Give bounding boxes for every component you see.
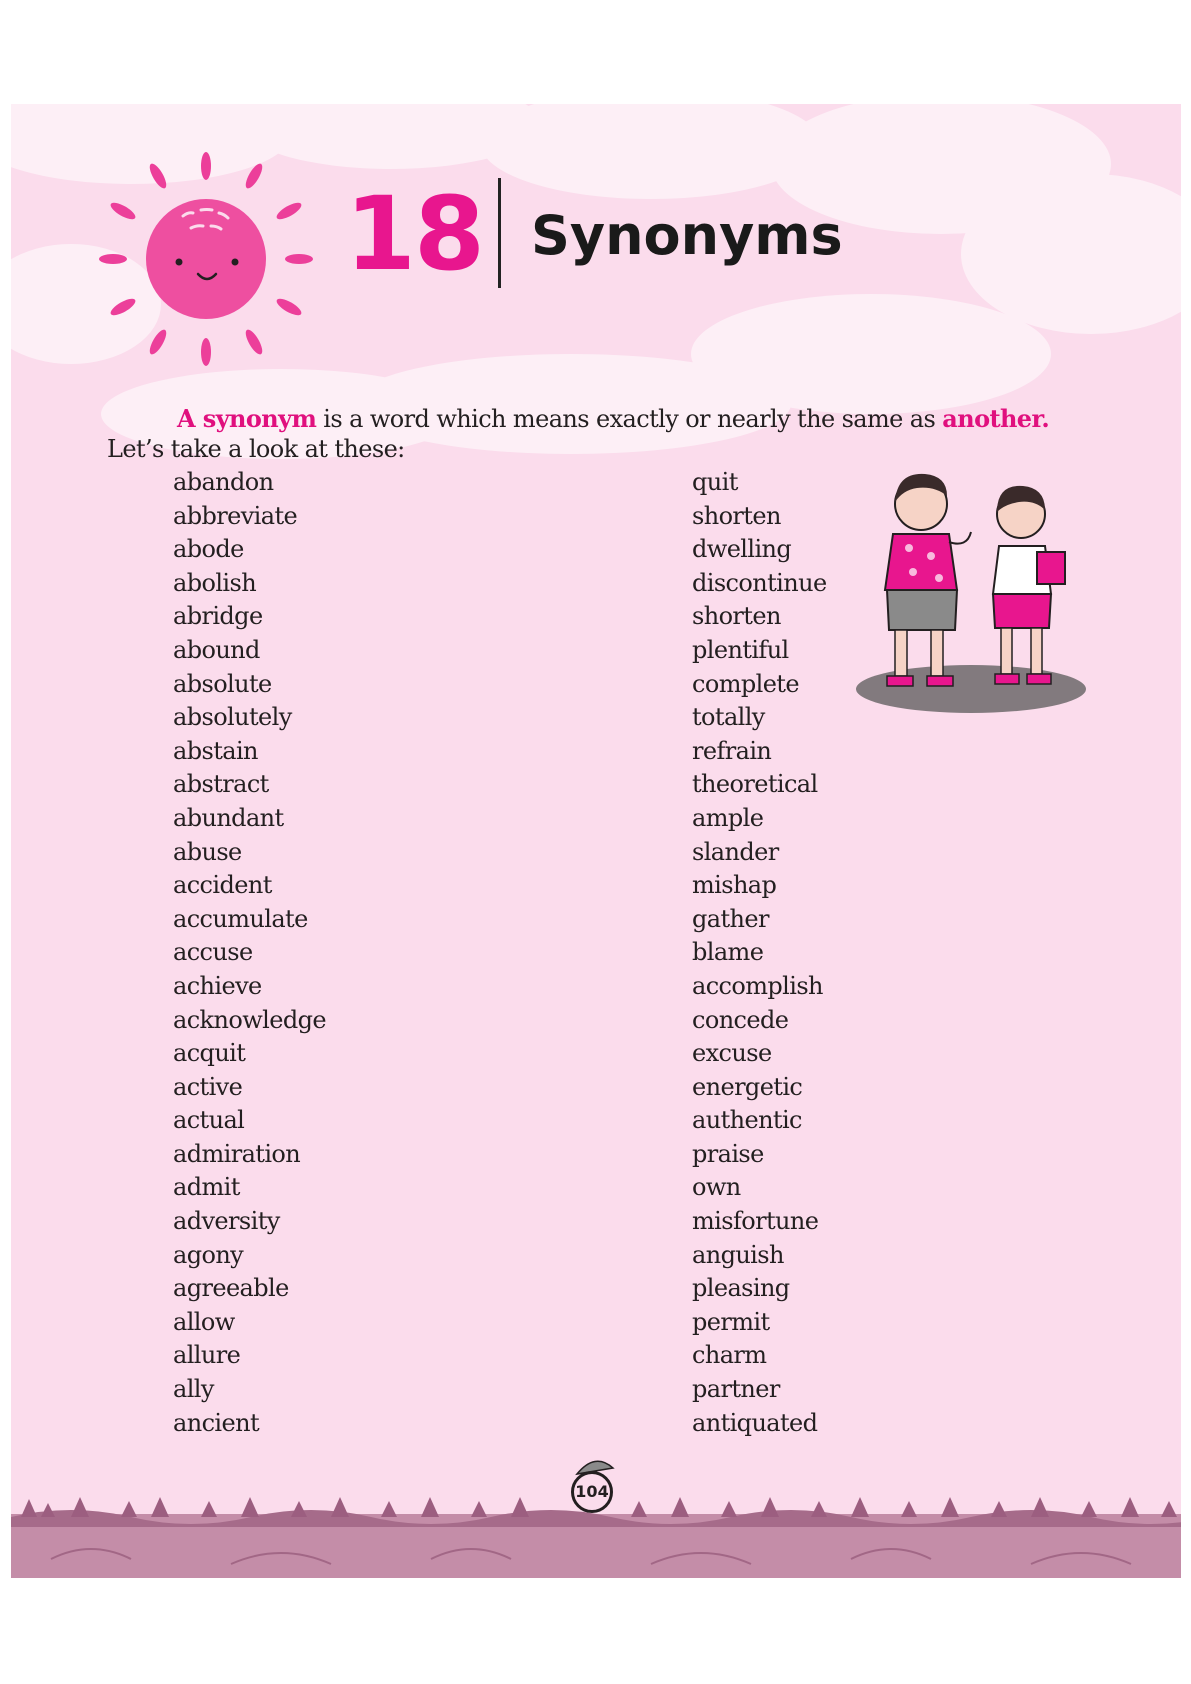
synonym-item: concede (692, 1005, 789, 1034)
synonym-item: anguish (692, 1240, 784, 1269)
intro-highlight-synonym: A synonym (177, 404, 317, 433)
word-item: agreeable (173, 1274, 289, 1303)
word-item: adversity (173, 1207, 280, 1236)
word-item: abstain (173, 736, 258, 765)
title-divider (498, 178, 501, 288)
chapter-title: Synonyms (531, 204, 843, 267)
synonym-item: excuse (692, 1039, 772, 1068)
word-item: accuse (173, 938, 253, 967)
word-item: abolish (173, 568, 257, 597)
page-number: 104 (575, 1482, 609, 1501)
synonym-item: slander (692, 837, 779, 866)
synonym-item: complete (692, 669, 799, 698)
word-item: abound (173, 635, 260, 664)
word-item: abandon (173, 468, 274, 496)
smiling-sun-icon (91, 144, 321, 374)
word-item: admit (173, 1173, 240, 1202)
synonym-item: energetic (692, 1072, 803, 1101)
word-item: active (173, 1072, 243, 1101)
word-item: acknowledge (173, 1005, 326, 1034)
intro-text-end: Let’s take a look at these: (107, 435, 405, 463)
chapter-number: 18 (345, 175, 483, 294)
synonym-item: own (692, 1173, 741, 1202)
word-item: allure (173, 1341, 241, 1370)
word-item: agony (173, 1240, 244, 1269)
synonym-item: gather (692, 904, 769, 933)
word-item: allow (173, 1307, 235, 1336)
two-boys-illustration (851, 464, 1091, 724)
word-item: absolute (173, 669, 272, 698)
word-item: abuse (173, 837, 242, 866)
synonym-item: partner (692, 1375, 780, 1404)
synonym-item: plentiful (692, 635, 789, 664)
synonym-item: theoretical (692, 770, 818, 799)
synonym-item: shorten (692, 501, 781, 530)
word-item: ally (173, 1375, 214, 1404)
synonym-item: refrain (692, 736, 772, 765)
synonym-item: charm (692, 1341, 767, 1370)
synonym-item: shorten (692, 602, 781, 631)
word-item: abridge (173, 602, 263, 631)
synonym-item: totally (692, 703, 765, 732)
word-item: accident (173, 871, 272, 900)
word-item: abstract (173, 770, 269, 799)
word-item: achieve (173, 971, 262, 1000)
synonym-item: permit (692, 1307, 770, 1336)
synonym-item: discontinue (692, 568, 827, 597)
book-page (11, 104, 1181, 1578)
word-item: abundant (173, 803, 284, 832)
synonym-item: authentic (692, 1106, 802, 1135)
synonym-item: antiquated (692, 1408, 818, 1437)
synonym-item: misfortune (692, 1207, 819, 1236)
synonym-item: dwelling (692, 535, 792, 564)
intro-text: is a word which means exactly or nearly the same as (316, 405, 943, 433)
synonym-item: pleasing (692, 1274, 790, 1303)
word-item: actual (173, 1106, 245, 1135)
word-item: accumulate (173, 904, 308, 933)
word-item: absolutely (173, 703, 292, 732)
word-item: abbreviate (173, 501, 298, 530)
synonym-item: accomplish (692, 971, 823, 1000)
word-list (173, 466, 326, 1440)
synonym-list (692, 466, 827, 1440)
synonym-item: quit (692, 468, 738, 496)
intro-highlight-another: another. (942, 404, 1050, 433)
synonym-item: mishap (692, 871, 777, 900)
page-number-badge (571, 1471, 613, 1513)
intro-paragraph (107, 404, 1107, 464)
word-item: abode (173, 535, 244, 564)
word-item: ancient (173, 1408, 259, 1437)
synonym-item: praise (692, 1139, 764, 1168)
synonym-item: blame (692, 938, 764, 967)
synonym-item: ample (692, 803, 764, 832)
word-item: admiration (173, 1139, 301, 1168)
word-item: acquit (173, 1039, 246, 1068)
